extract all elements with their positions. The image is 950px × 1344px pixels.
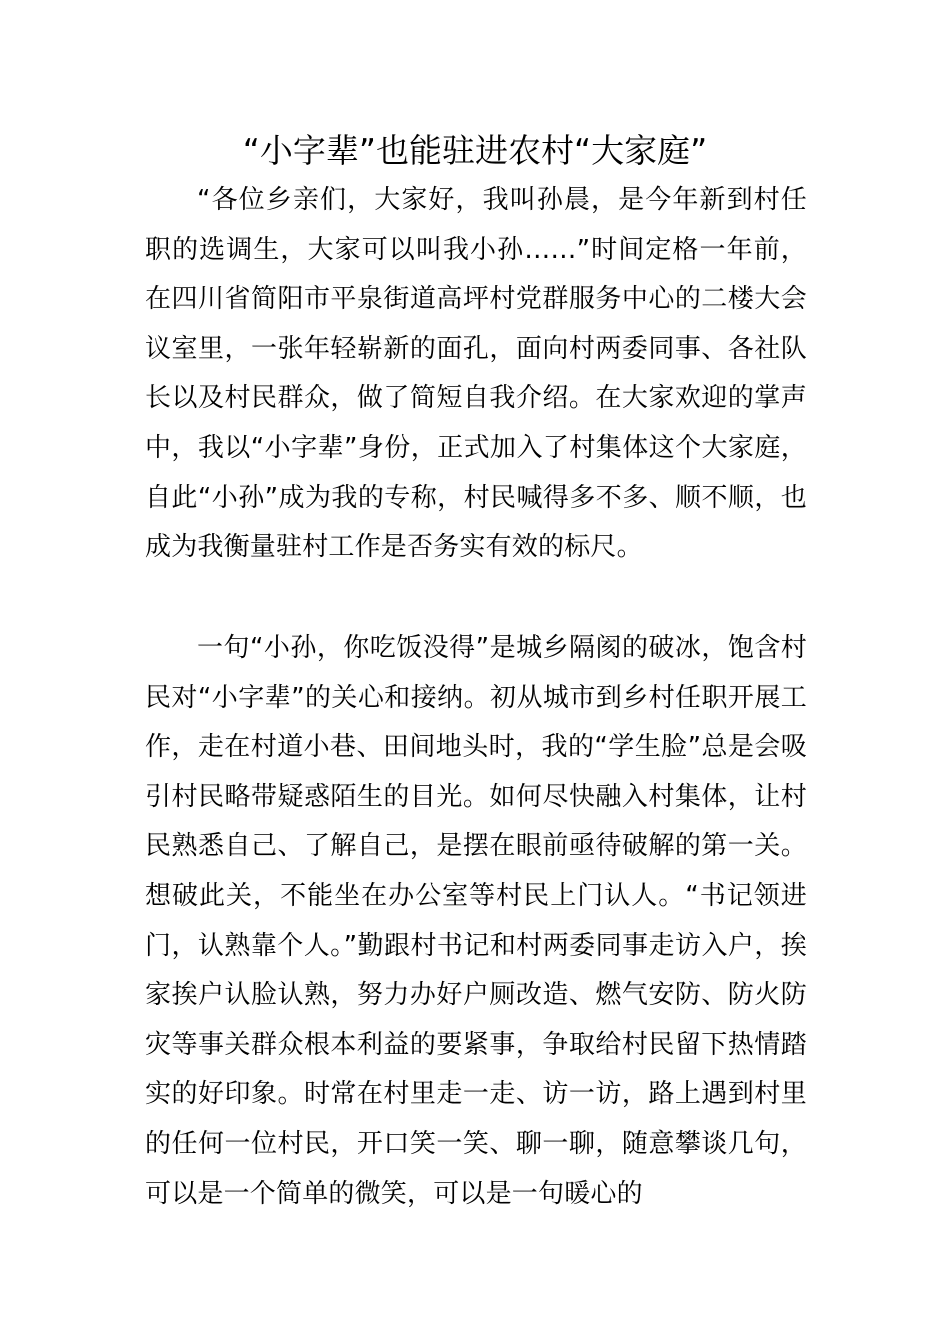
paragraph-2: 一句“小孙，你吃饭没得”是城乡隔阂的破冰，饱含村民对“小字辈”的关心和接纳。初从城市到乡村任职开展工作，走在村道小巷、田间地头时，我的“学生脸”总是会吸引村民略带疑惑陌生的目光。如何尽快融入村集体，让村民熟悉自己、了解自己，是摆在眼前亟待破解的第一关。想破此关，不能坐在办公室等村民上门认人。“书记领进门，认熟靠个人。”勤跟村书记和村两委同事走访入户，挨家挨户认脸认熟，努力办好户厕改造、燃气安防、防火防灾等事关群众根本利益的要紧事，争取给村民留下热情踏实的好印象。时常在村里走一走、访一访，路上遇到村里的任何一位村民，开口笑一笑、聊一聊，随意攀谈几句，可以是一个简单的微笑，可以是一句暖心的 [145,633,807,1209]
paragraph-1: “各位乡亲们，大家好，我叫孙晨，是今年新到村任职的选调生，大家可以叫我小孙……”时间定格一年前，在四川省简阳市平泉街道高坪村党群服务中心的二楼大会议室里，一张年轻崭新的面孔，面向村两委同事、各社队长以及村民群众，做了简短自我介绍。在大家欢迎的掌声中，我以“小字辈”身份，正式加入了村集体这个大家庭，自此“小孙”成为我的专称，村民喊得多不多、顺不顺，也成为我衡量驻村工作是否务实有效的标尺。 [145,185,807,563]
document-title: “小字辈”也能驻进农村“大家庭” [242,131,708,170]
